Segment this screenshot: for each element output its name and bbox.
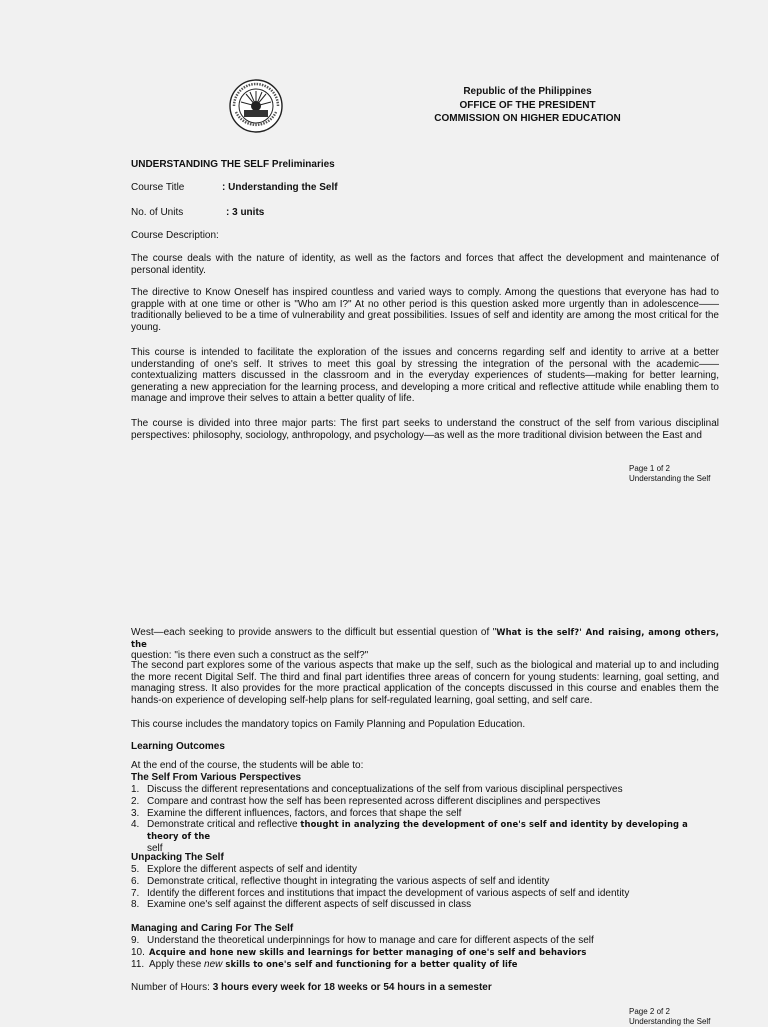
hours-line (131, 982, 492, 993)
outcome-item: 3. Examine the different influences, factors, and forces that shape the self (131, 807, 462, 819)
outcome-item: 9. Understand the theoretical underpinnings for how to manage and care for different aspects of the self (131, 935, 594, 946)
course-title-label: Course Title (131, 182, 185, 193)
document-title: UNDERSTANDING THE SELF Preliminaries (131, 159, 335, 170)
paragraph-2: The directive to Know Oneself has inspired countless and varied ways to comply. Among the questions that everyone has had to grapple with at one time or other is "Who am I?" At no other period is this question asked more urgently than in adolescence—— traditionally believed to be a time of vulnerability and great possibilities. Issues of self and identity are among the most critical for the young. (131, 287, 719, 333)
footer-title-2: Understanding the Self (629, 1017, 711, 1026)
outcome-item: 5. Explore the different aspects of self and identity (131, 864, 357, 875)
page-number-1: Page 1 of 2 (629, 464, 670, 473)
paragraph-6: The second part explores some of the various aspects that make up the self, such as the biological and material up to and including the more recent Digital Self. The third and final part identifies three areas of concern for young students: learning, goal setting, and managing stress. It also provides for the more practical application of the concepts discussed in this course and enables them the hands-on experience of developing self-help plans for self-regulated learning, goal setting, and self care. (131, 660, 719, 706)
paragraph-5-part-c: question: "is there even such a construct as the self?" (131, 650, 369, 662)
section-3-title: Managing and Caring For The Self (131, 923, 294, 934)
course-description-label: Course Description: (131, 230, 219, 241)
section-1-list (131, 784, 721, 855)
letterhead (410, 85, 645, 126)
outcome-item: 6. Demonstrate critical, reflective thought in integrating the various aspects of self and identity (131, 875, 550, 887)
paragraph-7: This course includes the mandatory topics on Family Planning and Population Education. (131, 719, 526, 730)
letterhead-line-3: COMMISSION ON HIGHER EDUCATION (434, 113, 621, 124)
learning-outcomes-heading: Learning Outcomes (131, 741, 225, 752)
letterhead-line-2: OFFICE OF THE PRESIDENT (459, 99, 596, 111)
footer-title-1: Understanding the Self (629, 474, 711, 483)
units-value: : 3 units (226, 207, 265, 218)
page-footer-2 (629, 1007, 710, 1027)
hours-label: Number of Hours: (131, 982, 213, 993)
outcome-item: 10. Acquire and hone new skills and learnings for better managing of one's self and behaviors (131, 946, 587, 958)
section-2-list (131, 864, 721, 911)
paragraph-5 (131, 627, 719, 662)
paragraph-5-part-b: What is the self?' And raising, among others, the (131, 627, 719, 649)
outcome-item: 7. Identify the different forces and institutions that impact the development of various aspects of self and identity (131, 887, 630, 899)
outcome-item: 8. Examine one's self against the different aspects of self discussed in class (131, 899, 472, 911)
ched-seal-logo (228, 78, 284, 134)
letterhead-line-1: Republic of the Philippines (463, 86, 592, 97)
outcome-item: 11. Apply these new skills to one's self and functioning for a better quality of life (131, 958, 518, 970)
paragraph-4: The course is divided into three major parts: The first part seeks to understand the construct of the self from various disciplinal perspectives: philosophy, sociology, anthropology, and psychology—as well as the more traditional division between the East and (131, 418, 719, 441)
paragraph-5-part-a: West—each seeking to provide answers to the difficult but essential question of " (131, 627, 497, 638)
page-number-2: Page 2 of 2 (629, 1007, 670, 1016)
hours-value: 3 hours every week for 18 weeks or 54 hours in a semester (212, 982, 492, 993)
page-footer-1 (629, 464, 710, 484)
course-title-value: : Understanding the Self (222, 182, 338, 193)
section-2-title: Unpacking The Self (131, 852, 224, 863)
section-1-title: The Self From Various Perspectives (131, 772, 302, 783)
section-3-list (131, 935, 721, 970)
paragraph-3: This course is intended to facilitate the exploration of the issues and concerns regarding self and identity to arrive at a better understanding of one's self. It strives to meet this goal by stressing the integration of the personal with the academic—— contextualizing matters discussed in the classroom and in the everyday experiences of students—making for better learning, generating a new appreciation for the learning process, and developing a more critical and reflective attitude while enabling them to manage and improve their selves to attain a better quality of life. (131, 347, 719, 405)
outcomes-intro: At the end of the course, the students will be able to: (131, 760, 364, 771)
outcome-item: 2. Compare and contrast how the self has been represented across different disciplines and perspectives (131, 795, 601, 807)
outcome-item: 1. Discuss the different representations and conceptualizations of the self from various disciplinal perspectives (131, 784, 623, 795)
units-label: No. of Units (131, 207, 184, 218)
outcome-item: 4. Demonstrate critical and reflective thought in analyzing the development of one's self and identity by developing a theory of the self (131, 819, 688, 854)
paragraph-1: The course deals with the nature of identity, as well as the factors and forces that affect the development and maintenance of personal identity. (131, 253, 719, 276)
